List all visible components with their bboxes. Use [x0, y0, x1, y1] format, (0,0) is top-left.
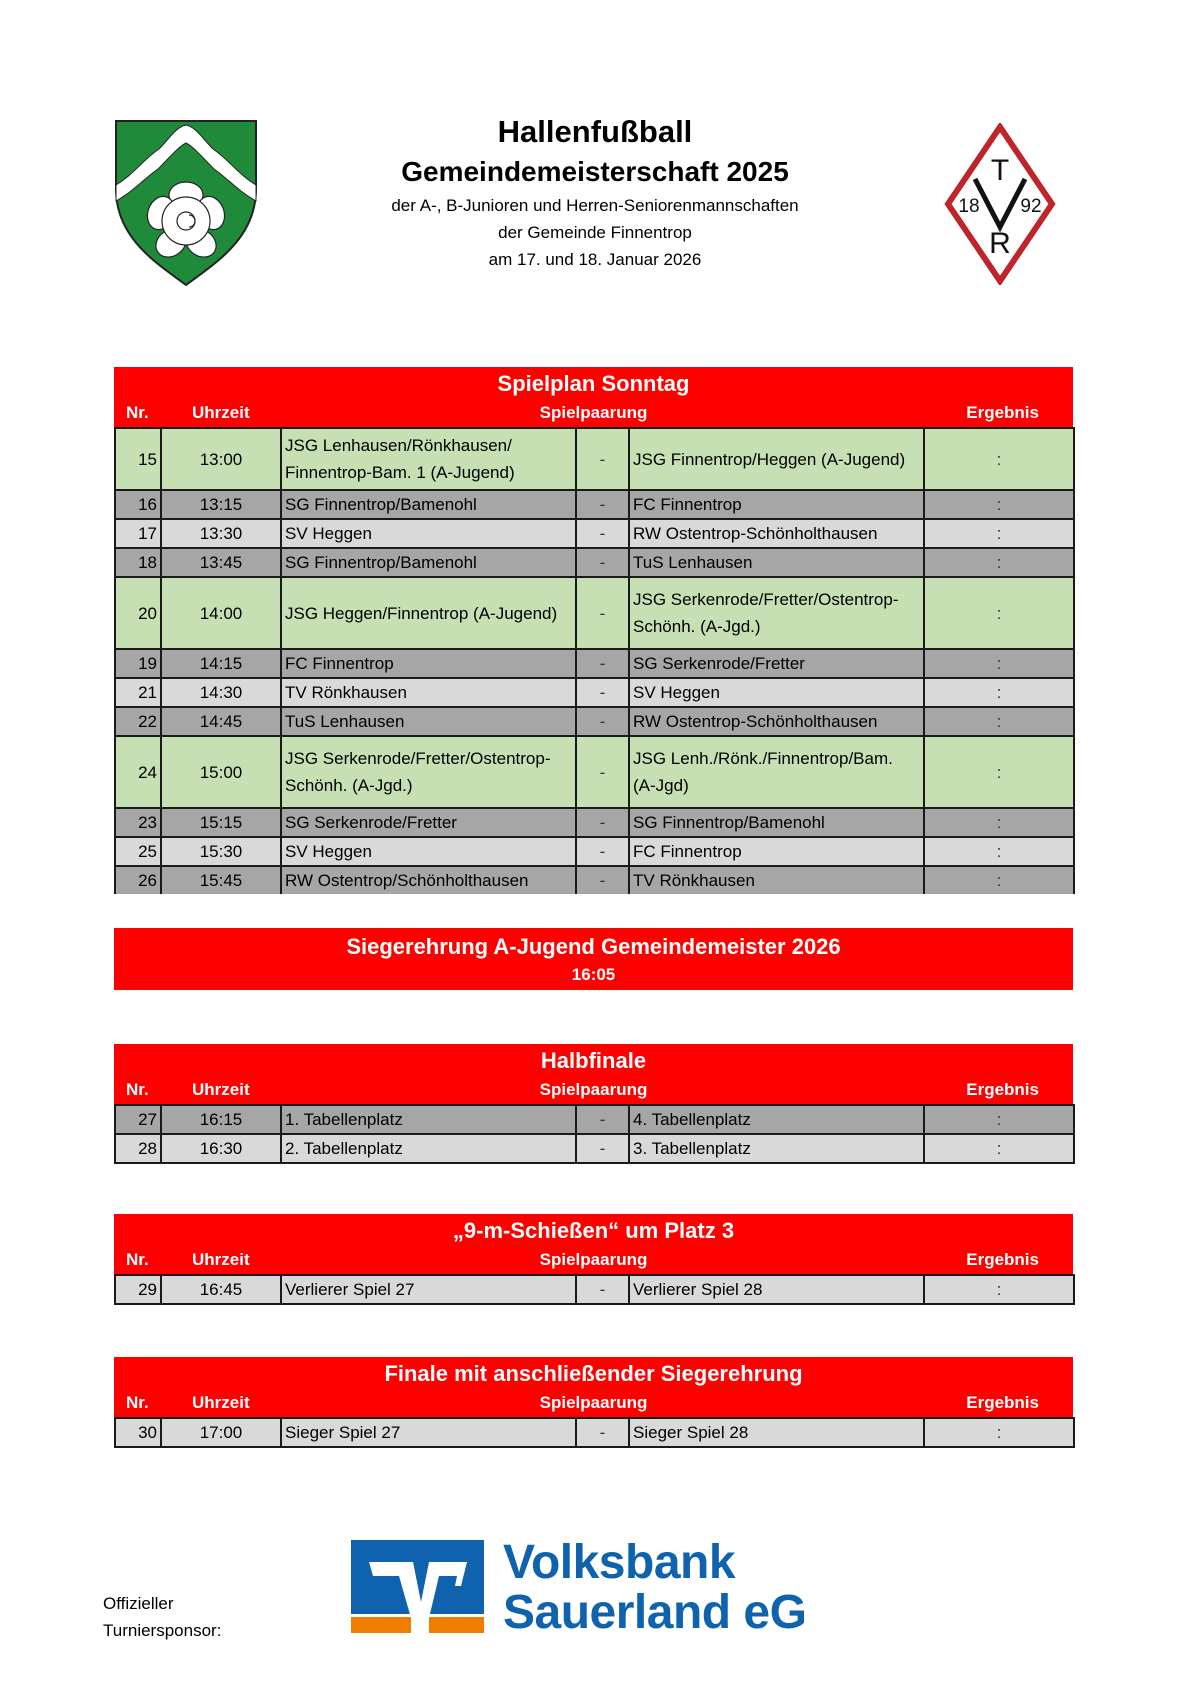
volksbank-logo-mark — [351, 1540, 484, 1633]
semifinal-header-band — [114, 1044, 1073, 1104]
col-header-time: Uhrzeit — [192, 1250, 250, 1269]
away-team: JSG Serkenrode/Fretter/Ostentrop-Schönh. (A-Jgd.) — [629, 577, 924, 649]
match-number: 15 — [115, 428, 161, 490]
versus-dash: - — [576, 1418, 629, 1447]
match-number: 26 — [115, 866, 161, 894]
match-number: 20 — [115, 577, 161, 649]
col-header-nr: Nr. — [126, 403, 149, 422]
home-team: 1. Tabellenplatz — [281, 1105, 576, 1134]
versus-dash: - — [576, 1105, 629, 1134]
match-row — [115, 707, 1074, 736]
page-subtitle: Gemeindemeisterschaft 2025 — [401, 156, 789, 187]
match-time: 16:15 — [161, 1105, 281, 1134]
match-time: 13:45 — [161, 548, 281, 577]
section-title: Spielplan Sonntag — [497, 371, 690, 396]
home-team: JSG Heggen/Finnentrop (A-Jugend) — [281, 577, 576, 649]
match-result: : — [924, 577, 1074, 649]
versus-dash: - — [576, 707, 629, 736]
match-result: : — [924, 707, 1074, 736]
home-team: SG Serkenrode/Fretter — [281, 808, 576, 837]
home-team: JSG Serkenrode/Fretter/Ostentrop-Schönh. (A-Jgd.) — [281, 736, 576, 808]
match-row — [115, 1134, 1074, 1163]
match-row — [115, 808, 1074, 837]
match-number: 16 — [115, 490, 161, 519]
home-team: SV Heggen — [281, 519, 576, 548]
away-team: JSG Finnentrop/Heggen (A-Jugend) — [629, 428, 924, 490]
away-team: SG Finnentrop/Bamenohl — [629, 808, 924, 837]
versus-dash: - — [576, 678, 629, 707]
sponsor-label-line-1: Offizieller — [103, 1594, 174, 1613]
match-time: 13:15 — [161, 490, 281, 519]
header-line-3: am 17. und 18. Januar 2026 — [488, 250, 702, 269]
section-title: Finale mit anschließender Siegerehrung — [384, 1361, 803, 1386]
ceremony-time: 16:05 — [571, 965, 616, 984]
match-row — [115, 577, 1074, 649]
column-headers — [114, 401, 1073, 427]
match-row — [115, 548, 1074, 577]
away-team: SV Heggen — [629, 678, 924, 707]
col-header-result: Ergebnis — [966, 1393, 1039, 1412]
sponsor-name-line-2: Sauerland eG — [503, 1586, 807, 1639]
match-number: 23 — [115, 808, 161, 837]
sponsor-name — [503, 1538, 806, 1638]
match-number: 27 — [115, 1105, 161, 1134]
match-row — [115, 519, 1074, 548]
away-team: Sieger Spiel 28 — [629, 1418, 924, 1447]
match-number: 28 — [115, 1134, 161, 1163]
match-result: : — [924, 837, 1074, 866]
ceremony-title: Siegerehrung A-Jugend Gemeindemeister 2026 — [346, 934, 841, 959]
match-time: 14:00 — [161, 577, 281, 649]
match-row — [115, 678, 1074, 707]
match-result: : — [924, 1275, 1074, 1304]
match-time: 17:00 — [161, 1418, 281, 1447]
logo-letter-t: T — [990, 154, 1010, 187]
match-result: : — [924, 428, 1074, 490]
match-time: 15:45 — [161, 866, 281, 894]
away-team: TuS Lenhausen — [629, 548, 924, 577]
versus-dash: - — [576, 548, 629, 577]
match-row — [115, 1105, 1074, 1134]
column-headers — [114, 1248, 1073, 1274]
home-team: TuS Lenhausen — [281, 707, 576, 736]
versus-dash: - — [576, 866, 629, 894]
sunday-header-band — [114, 367, 1073, 427]
col-header-result: Ergebnis — [966, 403, 1039, 422]
semifinal-schedule — [114, 1044, 1073, 1164]
logo-letter-r: R — [989, 227, 1011, 260]
logo-year-right: 92 — [1020, 196, 1042, 217]
third-place-schedule — [114, 1214, 1073, 1305]
match-time: 16:30 — [161, 1134, 281, 1163]
col-header-time: Uhrzeit — [192, 1393, 250, 1412]
match-number: 18 — [115, 548, 161, 577]
header-line-2: der Gemeinde Finnentrop — [498, 223, 692, 242]
header-line-1: der A-, B-Junioren und Herren-Seniorenmannschaften — [391, 196, 799, 215]
match-row — [115, 736, 1074, 808]
sponsor-label — [103, 1590, 221, 1644]
col-header-nr: Nr. — [126, 1250, 149, 1269]
match-time: 13:00 — [161, 428, 281, 490]
versus-dash: - — [576, 649, 629, 678]
versus-dash: - — [576, 519, 629, 548]
col-header-pairing: Spielpaarung — [539, 403, 648, 422]
third-place-header-band — [114, 1214, 1073, 1274]
page-title: Hallenfußball — [497, 114, 693, 149]
home-team: FC Finnentrop — [281, 649, 576, 678]
away-team: FC Finnentrop — [629, 837, 924, 866]
away-team: Verlierer Spiel 28 — [629, 1275, 924, 1304]
final-table — [114, 1417, 1075, 1448]
match-row — [115, 1275, 1074, 1304]
home-team: RW Ostentrop/Schönholthausen — [281, 866, 576, 894]
match-time: 15:30 — [161, 837, 281, 866]
versus-dash: - — [576, 1134, 629, 1163]
section-title: Halbfinale — [540, 1048, 647, 1073]
column-headers — [114, 1391, 1073, 1417]
col-header-nr: Nr. — [126, 1393, 149, 1412]
match-row — [115, 428, 1074, 490]
away-team: JSG Lenh./Rönk./Finnentrop/Bam. (A-Jgd) — [629, 736, 924, 808]
sponsor-name-line-1: Volksbank — [503, 1536, 736, 1589]
logo-year-left: 18 — [958, 196, 980, 217]
match-time: 13:30 — [161, 519, 281, 548]
away-team: RW Ostentrop-Schönholthausen — [629, 707, 924, 736]
match-number: 19 — [115, 649, 161, 678]
match-result: : — [924, 678, 1074, 707]
versus-dash: - — [576, 736, 629, 808]
home-team: SG Finnentrop/Bamenohl — [281, 490, 576, 519]
match-result: : — [924, 808, 1074, 837]
home-team: Verlierer Spiel 27 — [281, 1275, 576, 1304]
match-result: : — [924, 490, 1074, 519]
match-result: : — [924, 519, 1074, 548]
match-number: 21 — [115, 678, 161, 707]
match-result: : — [924, 649, 1074, 678]
match-time: 15:00 — [161, 736, 281, 808]
col-header-time: Uhrzeit — [192, 403, 250, 422]
away-team: TV Rönkhausen — [629, 866, 924, 894]
match-number: 29 — [115, 1275, 161, 1304]
away-team: 4. Tabellenplatz — [629, 1105, 924, 1134]
col-header-pairing: Spielpaarung — [539, 1393, 648, 1412]
header — [340, 112, 850, 273]
col-header-result: Ergebnis — [966, 1080, 1039, 1099]
match-number: 24 — [115, 736, 161, 808]
section-title: „9-m-Schießen“ um Platz 3 — [452, 1218, 735, 1243]
col-header-pairing: Spielpaarung — [539, 1080, 648, 1099]
final-schedule — [114, 1357, 1073, 1448]
final-header-band — [114, 1357, 1073, 1417]
away-team: 3. Tabellenplatz — [629, 1134, 924, 1163]
col-header-time: Uhrzeit — [192, 1080, 250, 1099]
col-header-nr: Nr. — [126, 1080, 149, 1099]
match-time: 15:15 — [161, 808, 281, 837]
home-team: 2. Tabellenplatz — [281, 1134, 576, 1163]
match-result: : — [924, 1134, 1074, 1163]
away-team: FC Finnentrop — [629, 490, 924, 519]
match-number: 22 — [115, 707, 161, 736]
col-header-result: Ergebnis — [966, 1250, 1039, 1269]
match-row — [115, 649, 1074, 678]
home-team: TV Rönkhausen — [281, 678, 576, 707]
match-number: 25 — [115, 837, 161, 866]
club-logo — [944, 123, 1056, 285]
versus-dash: - — [576, 808, 629, 837]
match-result: : — [924, 1418, 1074, 1447]
match-time: 16:45 — [161, 1275, 281, 1304]
match-result: : — [924, 548, 1074, 577]
match-row — [115, 490, 1074, 519]
match-time: 14:30 — [161, 678, 281, 707]
away-team: SG Serkenrode/Fretter — [629, 649, 924, 678]
ceremony-banner — [114, 928, 1073, 990]
match-result: : — [924, 866, 1074, 894]
match-row — [115, 1418, 1074, 1447]
home-team: SV Heggen — [281, 837, 576, 866]
match-number: 30 — [115, 1418, 161, 1447]
home-team: JSG Lenhausen/Rönkhausen/ Finnentrop-Bam. 1 (A-Jugend) — [281, 428, 576, 490]
coat-of-arms-logo — [114, 119, 258, 287]
home-team: Sieger Spiel 27 — [281, 1418, 576, 1447]
match-time: 14:45 — [161, 707, 281, 736]
sunday-schedule — [114, 367, 1073, 894]
match-number: 17 — [115, 519, 161, 548]
semifinal-table — [114, 1104, 1075, 1164]
column-headers — [114, 1078, 1073, 1104]
versus-dash: - — [576, 428, 629, 490]
versus-dash: - — [576, 490, 629, 519]
versus-dash: - — [576, 837, 629, 866]
col-header-pairing: Spielpaarung — [539, 1250, 648, 1269]
versus-dash: - — [576, 577, 629, 649]
sunday-table — [114, 427, 1075, 894]
match-time: 14:15 — [161, 649, 281, 678]
versus-dash: - — [576, 1275, 629, 1304]
match-row — [115, 866, 1074, 894]
match-row — [115, 837, 1074, 866]
away-team: RW Ostentrop-Schönholthausen — [629, 519, 924, 548]
home-team: SG Finnentrop/Bamenohl — [281, 548, 576, 577]
third-place-table — [114, 1274, 1075, 1305]
match-result: : — [924, 1105, 1074, 1134]
sponsor-label-line-2: Turniersponsor: — [103, 1621, 222, 1640]
match-result: : — [924, 736, 1074, 808]
